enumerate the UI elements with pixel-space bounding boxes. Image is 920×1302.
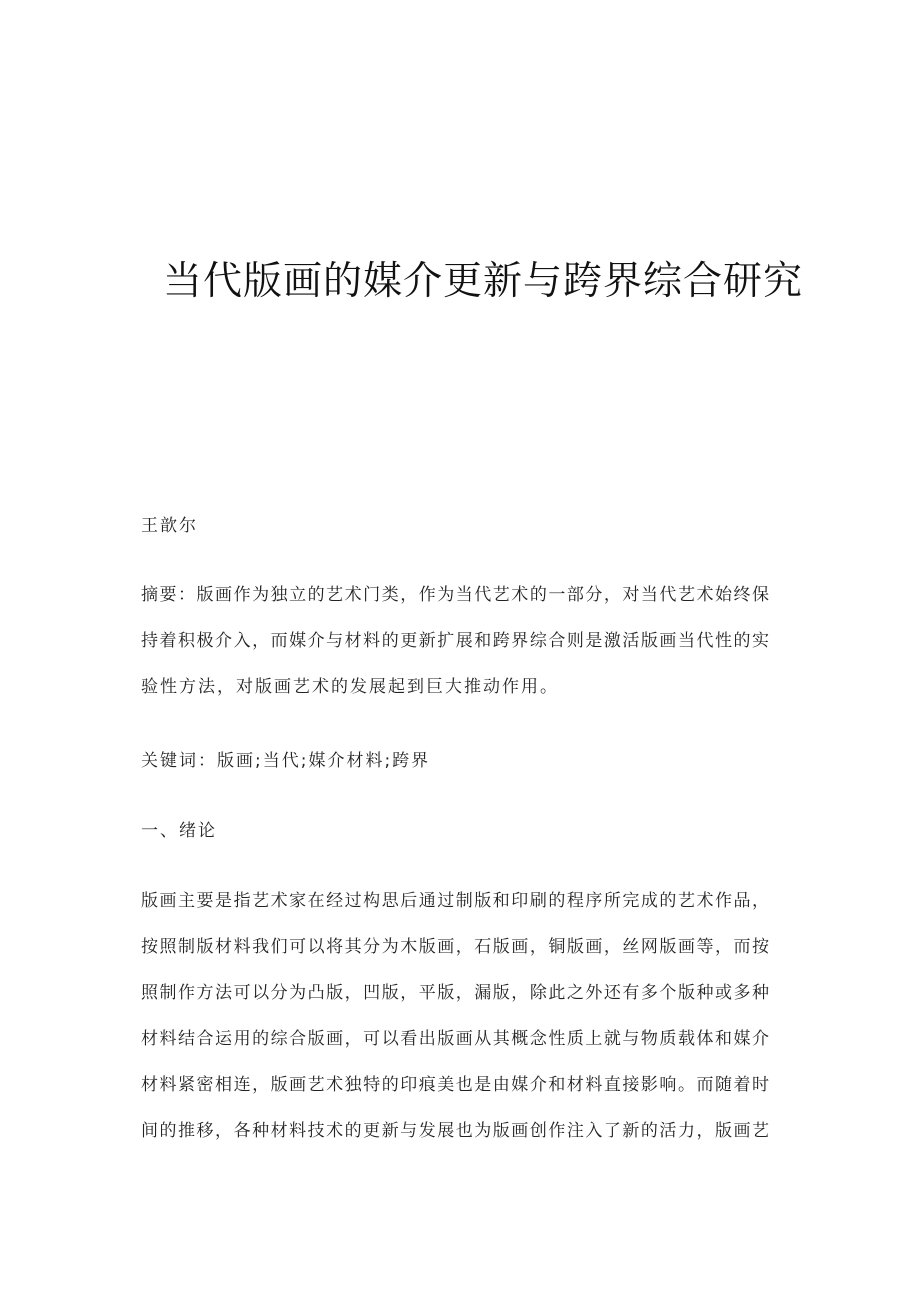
body-line: 间的推移，各种材料技术的更新与发展也为版画创作注入了新的活力，版画艺 — [141, 1121, 769, 1141]
author-name: 王歆尔 — [141, 516, 198, 536]
document-title: 当代版画的媒介更新与跨界综合研究 — [163, 259, 804, 305]
body-line: 材料紧密相连，版画艺术独特的印痕美也是由媒介和材料直接影响。而随着时 — [141, 1075, 769, 1095]
abstract-line: 摘要：版画作为独立的艺术门类，作为当代艺术的一部分，对当代艺术始终保 — [141, 585, 769, 605]
section-heading: 一、绪论 — [141, 821, 217, 841]
keywords: 关键词：版画;当代;媒介材料;跨界 — [141, 751, 431, 771]
body-line: 照制作方法可以分为凸版，凹版，平版，漏版，除此之外还有多个版种或多种 — [141, 983, 769, 1003]
body-line: 材料结合运用的综合版画，可以看出版画从其概念性质上就与物质载体和媒介 — [141, 1029, 769, 1049]
abstract-line: 持着积极介入，而媒介与材料的更新扩展和跨界综合则是激活版画当代性的实 — [141, 631, 769, 651]
body-line: 按照制版材料我们可以将其分为木版画，石版画，铜版画，丝网版画等，而按 — [141, 937, 769, 957]
abstract-line: 验性方法，对版画艺术的发展起到巨大推动作用。 — [141, 677, 559, 697]
body-line: 版画主要是指艺术家在经过构思后通过制版和印刷的程序所完成的艺术作品， — [141, 891, 769, 911]
